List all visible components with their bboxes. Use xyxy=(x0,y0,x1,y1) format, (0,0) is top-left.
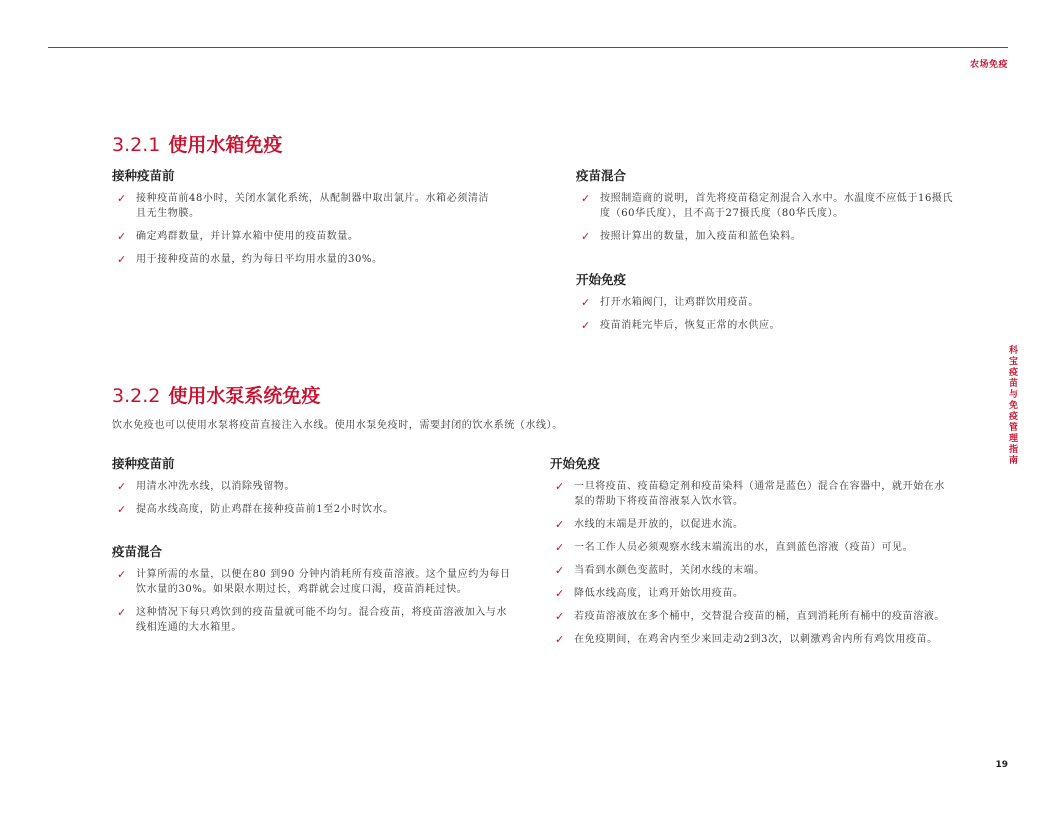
s2-start-heading: 开始免疫 xyxy=(550,456,601,471)
checkmark-icon: ✓ xyxy=(581,230,591,243)
checklist-item xyxy=(576,318,956,333)
checklist-item xyxy=(550,586,950,601)
checklist-item xyxy=(112,605,512,635)
checklist-item-text: 计算所需的水量，以便在80 到90 分钟内消耗所有疫苗溶液。这个量应约为每日饮水量的30%。如果限水期过长，鸡群就会过度口渴，疫苗消耗过快。 xyxy=(136,569,511,595)
s1-mixing-list xyxy=(576,191,956,244)
running-header: 农场免疫 xyxy=(969,60,1008,70)
s1-start-list xyxy=(576,295,956,333)
checklist-item xyxy=(550,609,950,624)
checklist-item-text: 若疫苗溶液放在多个桶中，交替混合疫苗的桶，直到消耗所有桶中的疫苗溶液。 xyxy=(574,611,945,622)
s2-before-list xyxy=(112,479,512,517)
checkmark-icon: ✓ xyxy=(555,587,565,600)
checklist-item xyxy=(550,479,950,509)
checkmark-icon: ✓ xyxy=(555,541,565,554)
checkmark-icon: ✓ xyxy=(117,480,127,493)
checkmark-icon: ✓ xyxy=(555,518,565,531)
checklist-item xyxy=(550,517,950,532)
checklist-item-text: 疫苗消耗完毕后，恢复正常的水供应。 xyxy=(600,320,781,331)
s1-before-list xyxy=(112,191,492,267)
checkmark-icon: ✓ xyxy=(117,253,127,266)
section-title-3-2-1 xyxy=(112,130,282,157)
checklist-item xyxy=(576,229,956,244)
checklist-item xyxy=(576,191,956,221)
s1-mixing-block xyxy=(576,166,956,252)
s2-before-heading: 接种疫苗前 xyxy=(112,456,175,471)
checklist-item xyxy=(112,479,512,494)
checklist-item-text: 用清水冲洗水线，以消除残留物。 xyxy=(136,481,295,492)
checklist-item xyxy=(550,563,950,578)
checklist-item-text: 当看到水颜色变蓝时，关闭水线的末端。 xyxy=(574,565,765,576)
checklist-item-text: 降低水线高度，让鸡开始饮用疫苗。 xyxy=(574,588,744,599)
checkmark-icon: ✓ xyxy=(117,568,127,581)
checkmark-icon: ✓ xyxy=(581,319,591,332)
s1-start-heading: 开始免疫 xyxy=(576,272,627,287)
checklist-item xyxy=(576,295,956,310)
checklist-item-text: 用于接种疫苗的水量，约为每日平均用水量的30%。 xyxy=(136,254,383,265)
checklist-item xyxy=(550,540,950,555)
s2-start-list xyxy=(550,479,950,647)
side-running-title: 科宝疫苗与免疫管理指南 xyxy=(1007,345,1017,466)
s2-start-block xyxy=(550,454,950,655)
header-rule xyxy=(48,47,1008,48)
checkmark-icon: ✓ xyxy=(555,610,565,623)
checklist-item xyxy=(112,229,492,244)
checkmark-icon: ✓ xyxy=(555,633,565,646)
page-number: 19 xyxy=(995,760,1008,770)
s2-mixing-heading: 疫苗混合 xyxy=(112,544,163,559)
section-title-3-2-2 xyxy=(112,381,320,408)
checklist-item-text: 这种情况下每只鸡饮到的疫苗量就可能不均匀。混合疫苗，将疫苗溶液加入与水线相连通的大水箱里。 xyxy=(136,607,507,633)
checklist-item xyxy=(550,632,950,647)
section-name: 使用水泵系统免疫 xyxy=(168,385,321,407)
section-number: 3.2.2 xyxy=(112,385,161,407)
s1-before-block xyxy=(112,166,492,275)
checklist-item-text: 提高水线高度，防止鸡群在接种疫苗前1至2小时饮水。 xyxy=(136,504,394,515)
s1-start-block xyxy=(576,270,956,341)
checklist-item-text: 在免疫期间，在鸡舍内至少来回走动2到3次，以刺激鸡舍内所有鸡饮用疫苗。 xyxy=(574,634,938,645)
checklist-item xyxy=(112,252,492,267)
checklist-item-text: 一名工作人员必须观察水线末端流出的水，直到蓝色溶液（疫苗）可见。 xyxy=(574,542,914,553)
s2-mixing-list xyxy=(112,567,512,635)
checkmark-icon: ✓ xyxy=(117,192,127,205)
checklist-item-text: 一旦将疫苗、疫苗稳定剂和疫苗染料（通常是蓝色）混合在容器中，就开始在水泵的帮助下将疫苗溶液泵入饮水管。 xyxy=(574,481,945,507)
checkmark-icon: ✓ xyxy=(117,503,127,516)
checkmark-icon: ✓ xyxy=(555,480,565,493)
checklist-item-text: 接种疫苗前48小时，关闭水氯化系统，从配制器中取出氯片。水箱必须清洁且无生物膜。 xyxy=(136,193,490,219)
s2-before-block xyxy=(112,454,512,525)
section-name: 使用水箱免疫 xyxy=(168,134,283,156)
checklist-item-text: 确定鸡群数量，并计算水箱中使用的疫苗数量。 xyxy=(136,231,359,242)
checklist-item-text: 按照计算出的数量，加入疫苗和蓝色染料。 xyxy=(600,231,802,242)
checkmark-icon: ✓ xyxy=(581,296,591,309)
checklist-item-text: 打开水箱阀门，让鸡群饮用疫苗。 xyxy=(600,297,759,308)
checkmark-icon: ✓ xyxy=(555,564,565,577)
checklist-item-text: 水线的末端是开放的，以促进水流。 xyxy=(574,519,744,530)
checklist-item-text: 按照制造商的说明，首先将疫苗稳定剂混合入水中。水温度不应低于16摄氏度（60华氏度），且不高于27摄氏度（80华氏度）。 xyxy=(600,193,954,219)
s2-mixing-block xyxy=(112,542,512,643)
section-number: 3.2.1 xyxy=(112,134,161,156)
checkmark-icon: ✓ xyxy=(117,230,127,243)
s1-before-heading: 接种疫苗前 xyxy=(112,168,175,183)
checklist-item xyxy=(112,191,492,221)
checklist-item xyxy=(112,502,512,517)
checklist-item xyxy=(112,567,512,597)
s1-mixing-heading: 疫苗混合 xyxy=(576,168,627,183)
checkmark-icon: ✓ xyxy=(581,192,591,205)
checkmark-icon: ✓ xyxy=(117,606,127,619)
section-intro: 饮水免疫也可以使用水泵将疫苗直接注入水线。使用水泵免疫时，需要封闭的饮水系统（水线）。 xyxy=(112,420,563,431)
